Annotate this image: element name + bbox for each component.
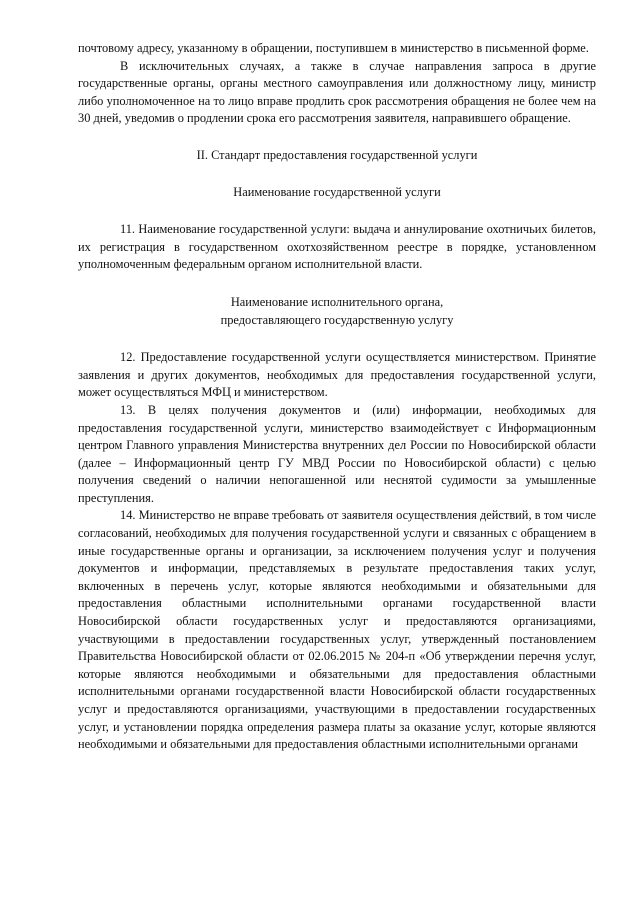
subheading-executive-body-line2: предоставляющего государственную услугу xyxy=(220,312,454,327)
subheading-executive-body-line1: Наименование исполнительного органа, xyxy=(230,294,444,309)
paragraph-14: 14. Министерство не вправе требовать от заявителя осуществления действий, в том числе согласований, необходимых для получения государственной услуги и связанных с обращением в иные государственные органы и организации, за исключением получения услуг и получения документов и информации, представляемых в результате предоставления таких услуг, включенных в перечень услуг, которые являются необходимыми и обязательными для предоставления областными исполнительными органами государственной власти Новосибирской области государственных услуг и предоставляются организациями, участвующими в предоставлении государственных услуг, утвержденный постановлением Правительства Новосибирской области от 02.06.2015 № 204-п «Об утверждении перечня услуг, которые являются необходимыми и обязательными для предоставления областными исполнительными органами государственной власти Новосибирской области государственных услуг и предоставляются организациями, участвующими в предоставлении государственных услуг, и установлении порядка определения размера платы за оказание услуг, которые являются необходимыми и обязательными для предоставления областными исполнительными органами xyxy=(78,508,596,752)
paragraph-exceptional-cases: В исключительных случаях, а также в случае направления запроса в другие государственные органы, органы местного самоуправления или должностному лицу, министр либо уполномоченное на то лицо вправе продлить срок рассмотрения обращения не более чем на 30 дней, уведомив о продлении срока его рассмотрения заявителя, направившего обращение. xyxy=(78,58,596,126)
paragraph-11: 11. Наименование государственной услуги: выдача и аннулирование охотничьих билетов, их регистрация в государственном охотхозяйственном реестре в порядке, установленном уполномоченным федеральным органом исполнительной власти. xyxy=(78,222,596,272)
section-title: II. Стандарт предоставления государственной услуги xyxy=(196,147,478,162)
paragraph-12: 12. Предоставление государственной услуги осуществляется министерством. Принятие заявления и других документов, необходимых для предоставления государственной услуги, может осуществляться МФЦ и министерством. xyxy=(78,350,596,400)
paragraph-13: 13. В целях получения документов и (или) информации, необходимых для предоставления государственной услуги, министерство взаимодействует с Информационным центром Главного управления Министерства внутренних дел России по Новосибирской области (далее – Информационный центр ГУ МВД России по Новосибирской области) с целью получения сведений о наличии непогашенной или неснятой судимости за умышленные преступления. xyxy=(78,402,596,505)
paragraph-continuation: почтовому адресу, указанному в обращении, поступившем в министерство в письменной форме. xyxy=(78,41,589,55)
subheading-service-name: Наименование государственной услуги xyxy=(233,184,441,199)
